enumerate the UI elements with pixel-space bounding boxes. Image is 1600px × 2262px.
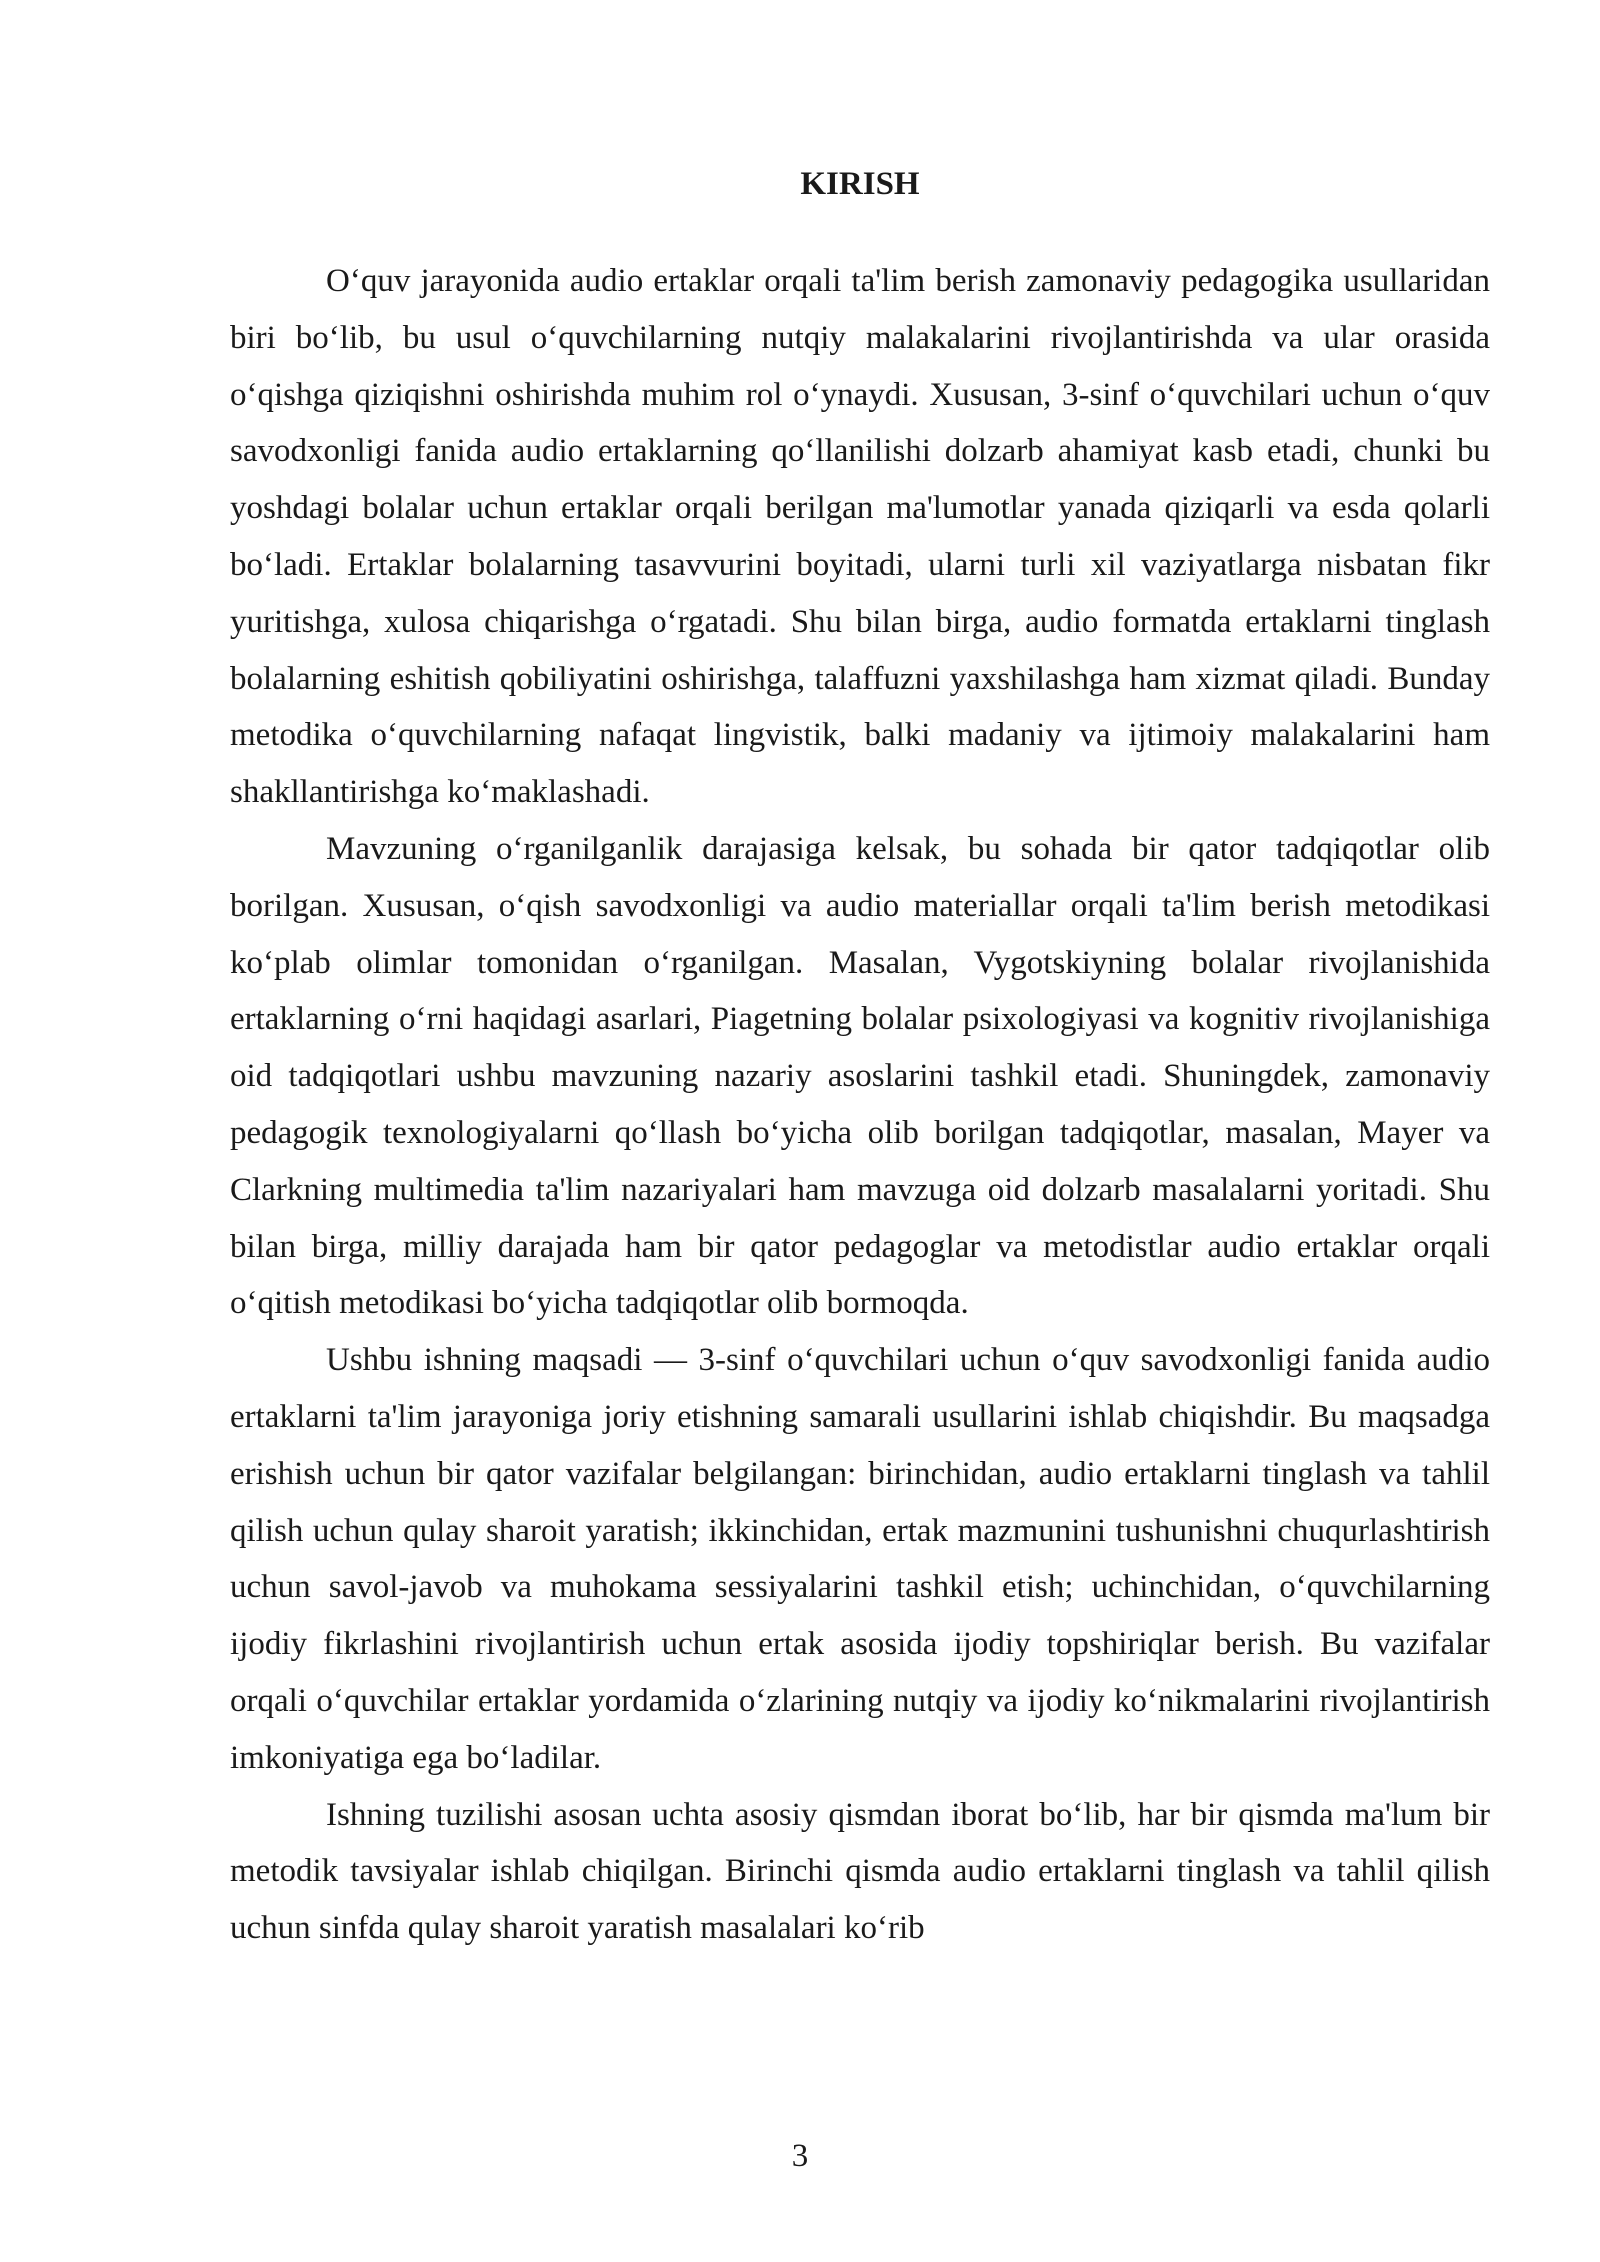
body-text <box>230 253 1490 1957</box>
page-number: 3 <box>791 2138 809 2174</box>
paragraph-research-status: Mavzuning o‘rganilganlik darajasiga kelsak, bu sohada bir qator tadqiqotlar olib borilgan. Xususan, o‘qish savodxonligi va audio materiallar orqali ta'lim berish metodikasi ko‘plab olimlar tomonidan o‘rganilgan. Masalan, Vygotskiyning bolalar rivojlanishida ertaklarning o‘rni haqidagi asarlari, Piagetning bolalar psixologiyasi va kognitiv rivojlanishiga oid tadqiqotlari ushbu mavzuning nazariy asoslarini tashkil etadi. Shuningdek, zamonaviy pedagogik texnologiyalarni qo‘llash bo‘yicha olib borilgan tadqiqotlar, masalan, Mayer va Clarkning multimedia ta'lim nazariyalari ham mavzuga oid dolzarb masalalarni yoritadi. Shu bilan birga, milliy darajada ham bir qator pedagoglar va metodistlar audio ertaklar orqali o‘qitish metodikasi bo‘yicha tadqiqotlar olib bormoqda. <box>230 830 1490 1322</box>
paragraph-goal: Ushbu ishning maqsadi — 3-sinf o‘quvchilari uchun o‘quv savodxonligi fanida audio ertaklarni ta'lim jarayoniga joriy etishning samarali usullarini ishlab chiqishdir. Bu maqsadga erishish uchun bir qator vazifalar belgilangan: birinchidan, audio ertaklarni tinglash va tahlil qilish uchun qulay sharoit yaratish; ikkinchidan, ertak mazmunini tushunishni chuqurlashtirish uchun savol-javob va muhokama sessiyalarini tashkil etish; uchinchidan, o‘quvchilarning ijodiy fikrlashini rivojlantirish uchun ertak asosida ijodiy topshiriqlar berish. Bu vazifalar orqali o‘quvchilar ertaklar yordamida o‘zlarining nutqiy va ijodiy ko‘nikmalarini rivojlantirish imkoniyatiga ega bo‘ladilar. <box>230 1342 1490 1776</box>
page-title: KIRISH <box>800 166 920 202</box>
paragraph-intro: O‘quv jarayonida audio ertaklar orqali ta'lim berish zamonaviy pedagogika usullaridan biri bo‘lib, bu usul o‘quvchilarning nutqiy malakalarini rivojlantirishda va ular orasida o‘qishga qiziqishni oshirishda muhim rol o‘ynaydi. Xususan, 3-sinf o‘quvchilari uchun o‘quv savodxonligi fanida audio ertaklarning qo‘llanilishi dolzarb ahamiyat kasb etadi, chunki bu yoshdagi bolalar uchun ertaklar orqali berilgan ma'lumotlar yanada qiziqarli va esda qolarli bo‘ladi. Ertaklar bolalarning tasavvurini boyitadi, ularni turli xil vaziyatlarga nisbatan fikr yuritishga, xulosa chiqarishga o‘rgatadi. Shu bilan birga, audio formatda ertaklarni tinglash bolalarning eshitish qobiliyatini oshirishga, talaffuzni yaxshilashga ham xizmat qiladi. Bunday metodika o‘quvchilarning nafaqat lingvistik, balki madaniy va ijtimoiy malakalarini ham shakllantirishga ko‘maklashadi. <box>230 263 1490 811</box>
paragraph-structure: Ishning tuzilishi asosan uchta asosiy qismdan iborat bo‘lib, har bir qismda ma'lum bir metodik tavsiyalar ishlab chiqilgan. Birinchi qismda audio ertaklarni tinglash va tahlil qilish uchun sinfda qulay sharoit yaratish masalalari ko‘rib <box>230 1796 1490 1947</box>
